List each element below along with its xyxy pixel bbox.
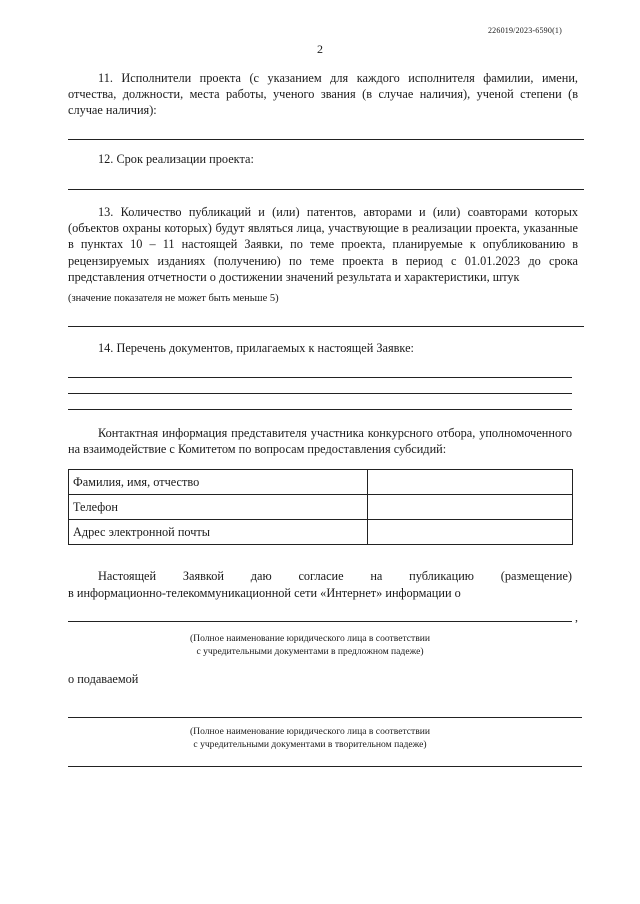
section-13-text: 13. Количество публикаций и (или) патентов, авторами и (или) соавторами которых (объектов охраны которых) будут являться лица, участвующие в реализации проекта, указанные в пунктах 10 – 11 настоящей Заявки, по теме проекта, планируемые к опубликованию в рецензируемых изданиях (получению) по теме проекта в период с 01.01.2023 до срока представления отчетности о достижении значений результата и характеристики, штук bbox=[68, 205, 578, 284]
contact-intro: Контактная информация представителя участника конкурсного отбора, уполномоченного на взаимодействие с Комитетом по вопросам предоставления субсидий: bbox=[68, 426, 572, 457]
section-14-text: 14. Перечень документов, прилагаемых к настоящей Заявке: bbox=[98, 341, 414, 355]
submitted-name-line[interactable] bbox=[68, 717, 582, 718]
consent-line-2: в информационно-телекоммуникационной сети «Интернет» информации о bbox=[68, 586, 461, 600]
section-13-answer-line[interactable] bbox=[68, 326, 584, 327]
caption-instrumental-line-2: с учредительными документами в творительном падеже) bbox=[193, 738, 427, 750]
caption-instrumental bbox=[160, 726, 460, 751]
table-row bbox=[69, 495, 573, 520]
table-row bbox=[69, 520, 573, 545]
caption-prepositional-line-1: (Полное наименование юридического лица в соответствии bbox=[189, 633, 431, 644]
section-11-answer-line[interactable] bbox=[68, 139, 584, 140]
contact-email-field[interactable] bbox=[368, 520, 573, 545]
consent-line-1: Настоящей Заявкой даю согласие на публикацию (размещение) bbox=[98, 569, 572, 583]
section-12-answer-line[interactable] bbox=[68, 189, 584, 190]
section-13-note: (значение показателя не может быть меньше 5) bbox=[68, 293, 279, 304]
contact-phone-field[interactable] bbox=[368, 495, 573, 520]
consent-comma: , bbox=[575, 610, 578, 624]
caption-instrumental-line-1: (Полное наименование юридического лица в соответствии bbox=[189, 726, 431, 737]
caption-prepositional bbox=[160, 633, 460, 658]
section-12-text: 12. Срок реализации проекта: bbox=[98, 152, 254, 166]
submitted-label: о подаваемой bbox=[68, 672, 139, 686]
contact-name-field[interactable] bbox=[368, 470, 573, 495]
section-11-text: 11. Исполнители проекта (с указанием для каждого исполнителя фамилии, имени, отчества, должности, места работы, ученого звания (в случае наличия), ученой степени (в случае наличия): bbox=[68, 71, 578, 118]
contact-email-label: Адрес электронной почты bbox=[69, 520, 368, 545]
section-14-answer-line-1[interactable] bbox=[68, 377, 572, 378]
contact-phone-label: Телефон bbox=[69, 495, 368, 520]
caption-prepositional-line-2: с учредительными документами в предложном падеже) bbox=[196, 645, 424, 657]
consent-name-line[interactable] bbox=[68, 621, 572, 622]
contact-table bbox=[68, 469, 573, 545]
contact-name-label: Фамилия, имя, отчество bbox=[69, 470, 368, 495]
document-number: 226019/2023-6590(1) bbox=[487, 26, 562, 35]
table-row bbox=[69, 470, 573, 495]
page-number: 2 bbox=[317, 42, 323, 56]
section-14-answer-line-2[interactable] bbox=[68, 393, 572, 394]
section-14-answer-line-3[interactable] bbox=[68, 409, 572, 410]
final-answer-line[interactable] bbox=[68, 766, 582, 767]
